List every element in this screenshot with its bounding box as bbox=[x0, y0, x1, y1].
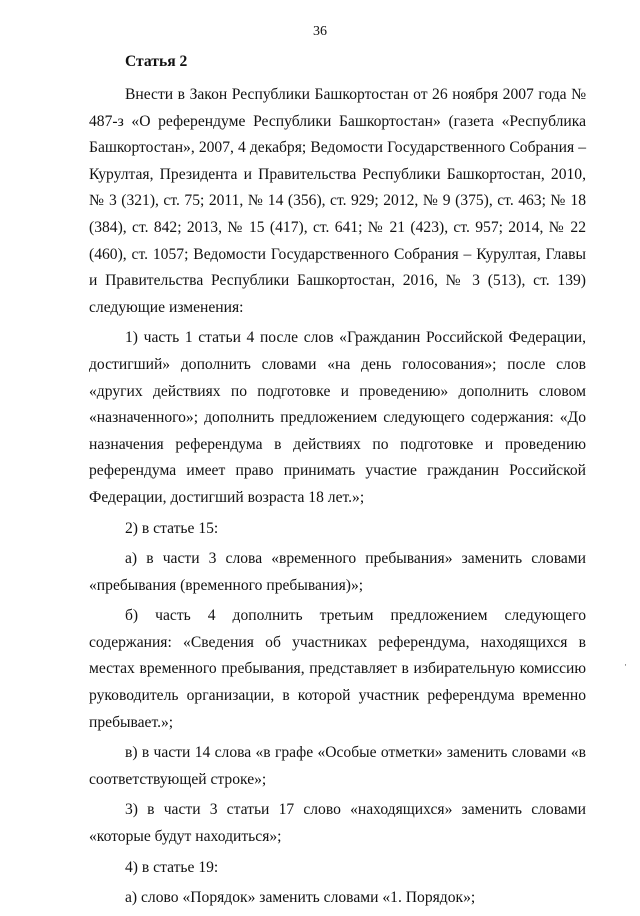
paragraph-item-2v: в) в части 14 слова «в графе «Особые отметки» заменить словами «в соответствующей строке»; bbox=[89, 744, 586, 788]
margin-mark: · bbox=[624, 660, 627, 670]
paragraph-item-2b: б) часть 4 дополнить третьим предложением следующего содержания: «Сведения об участниках референдума, находящихся в местах временного пребывания, представляет в избирательную комиссию руководитель организации, в которой участник референдума временно пребывает.»; bbox=[89, 607, 586, 731]
document-body bbox=[89, 52, 586, 916]
page-number: 36 bbox=[313, 24, 327, 39]
paragraph-item-3: 3) в части 3 статьи 17 слово «находящихся» заменить словами «которые будут находиться»; bbox=[89, 801, 586, 846]
paragraph-item-4: 4) в статье 19: bbox=[125, 858, 219, 876]
paragraph-item-4a: а) слово «Порядок» заменить словами «1. Порядок»; bbox=[125, 889, 476, 907]
paragraph-item-2: 2) в статье 15: bbox=[125, 519, 219, 537]
article-heading: Статья 2 bbox=[125, 53, 188, 70]
paragraph-item-1: 1) часть 1 статьи 4 после слов «Гражданин Российской Федерации, достигший» дополнить словами «на день голосования»; после слов «других действиях по подготовке и проведению» дополнить словом «назначенного»; дополнить предложением следующего содержания: «До назначения референдума в действиях по подготовке и проведению референдума имеет право принимать участие гражданин Российской Федерации, достигший возраста 18 лет.»; bbox=[89, 329, 586, 506]
paragraph-intro: Внести в Закон Республики Башкортостан от 26 ноября 2007 года № 487-з «О референдуме Республики Башкортостан» (газета «Республика Башкортостан», 2007, 4 декабря; Ведомости Государственного Собрания – Курултая, Президента и Правительства Республики Башкортостан, 2010, № 3 (321), ст. 75; 2011, № 14 (356), ст. 929; 2012, № 9 (375), ст. 463; № 18 (384), ст. 842; 2013, № 15 (417), ст. 641; № 21 (423), ст. 957; 2014, № 22 (460), ст. 1057; Ведомости Государственного Собрания – Курултая, Главы и Правительства Республики Башкортостан, 2016, № 3 (513), ст. 139) следующие изменения: bbox=[89, 86, 586, 316]
paragraph-item-2a: а) в части 3 слова «временного пребывания» заменить словами «пребывания (временного пребывания)»; bbox=[89, 550, 586, 594]
